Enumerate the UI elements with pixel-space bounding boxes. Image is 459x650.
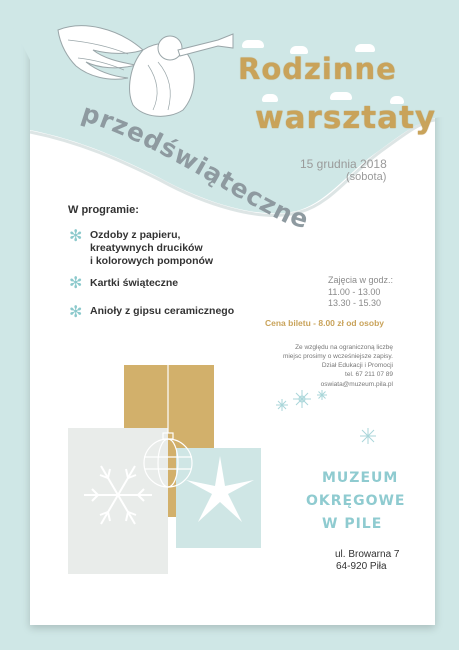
- museum-name-line3: W PILE: [322, 516, 383, 532]
- info-text: Dział Edukacji i Promocji: [321, 362, 393, 369]
- snowflake-icon: ✻: [69, 304, 83, 321]
- info-email: oswiata@muzeum.pila.pl: [320, 381, 393, 388]
- hours-slot: 13.30 - 15.30: [328, 298, 382, 308]
- museum-name-line1: MUZEUM: [322, 470, 399, 486]
- ticket-price: Cena biletu - 8.00 zł od osoby: [265, 318, 385, 328]
- address-city: 64-920 Piła: [336, 561, 387, 572]
- snowflake-icon: ✻: [69, 228, 83, 245]
- info-text: Ze względu na ograniczoną liczbę: [295, 344, 393, 351]
- hours-label: Zajęcia w godz.:: [328, 275, 394, 285]
- snowcap: [242, 40, 264, 48]
- star-icon: [180, 452, 260, 532]
- snowcap: [355, 44, 375, 52]
- snowflake-cluster-icon: [270, 383, 340, 419]
- title-line2: warsztaty: [255, 100, 437, 136]
- program-heading: W programie:: [68, 204, 139, 216]
- program-item: Ozdoby z papieru, kreatywnych drucików i kolorowych pomponów: [90, 229, 214, 267]
- address-street: ul. Browarna 7: [335, 549, 400, 560]
- hours-slot: 11.00 - 13.00: [328, 287, 381, 297]
- snowflake-large-icon: [78, 455, 158, 535]
- museum-name-line2: OKRĘGOWE: [306, 493, 406, 509]
- curved-title-text: przedświąteczne: [78, 97, 313, 235]
- program-item: Kartki świąteczne: [90, 277, 179, 289]
- info-text: tel. 67 211 07 89: [345, 371, 393, 378]
- event-date: 15 grudnia 2018: [300, 157, 387, 171]
- snowflake-icon: ✻: [69, 275, 83, 292]
- event-weekday: (sobota): [346, 171, 387, 183]
- program-item: Anioły z gipsu ceramicznego: [90, 305, 235, 317]
- title-line1: Rodzinne: [238, 52, 397, 86]
- info-text: miejsc prosimy o wcześniejsze zapisy.: [282, 353, 393, 360]
- snowflake-icon: [358, 426, 378, 446]
